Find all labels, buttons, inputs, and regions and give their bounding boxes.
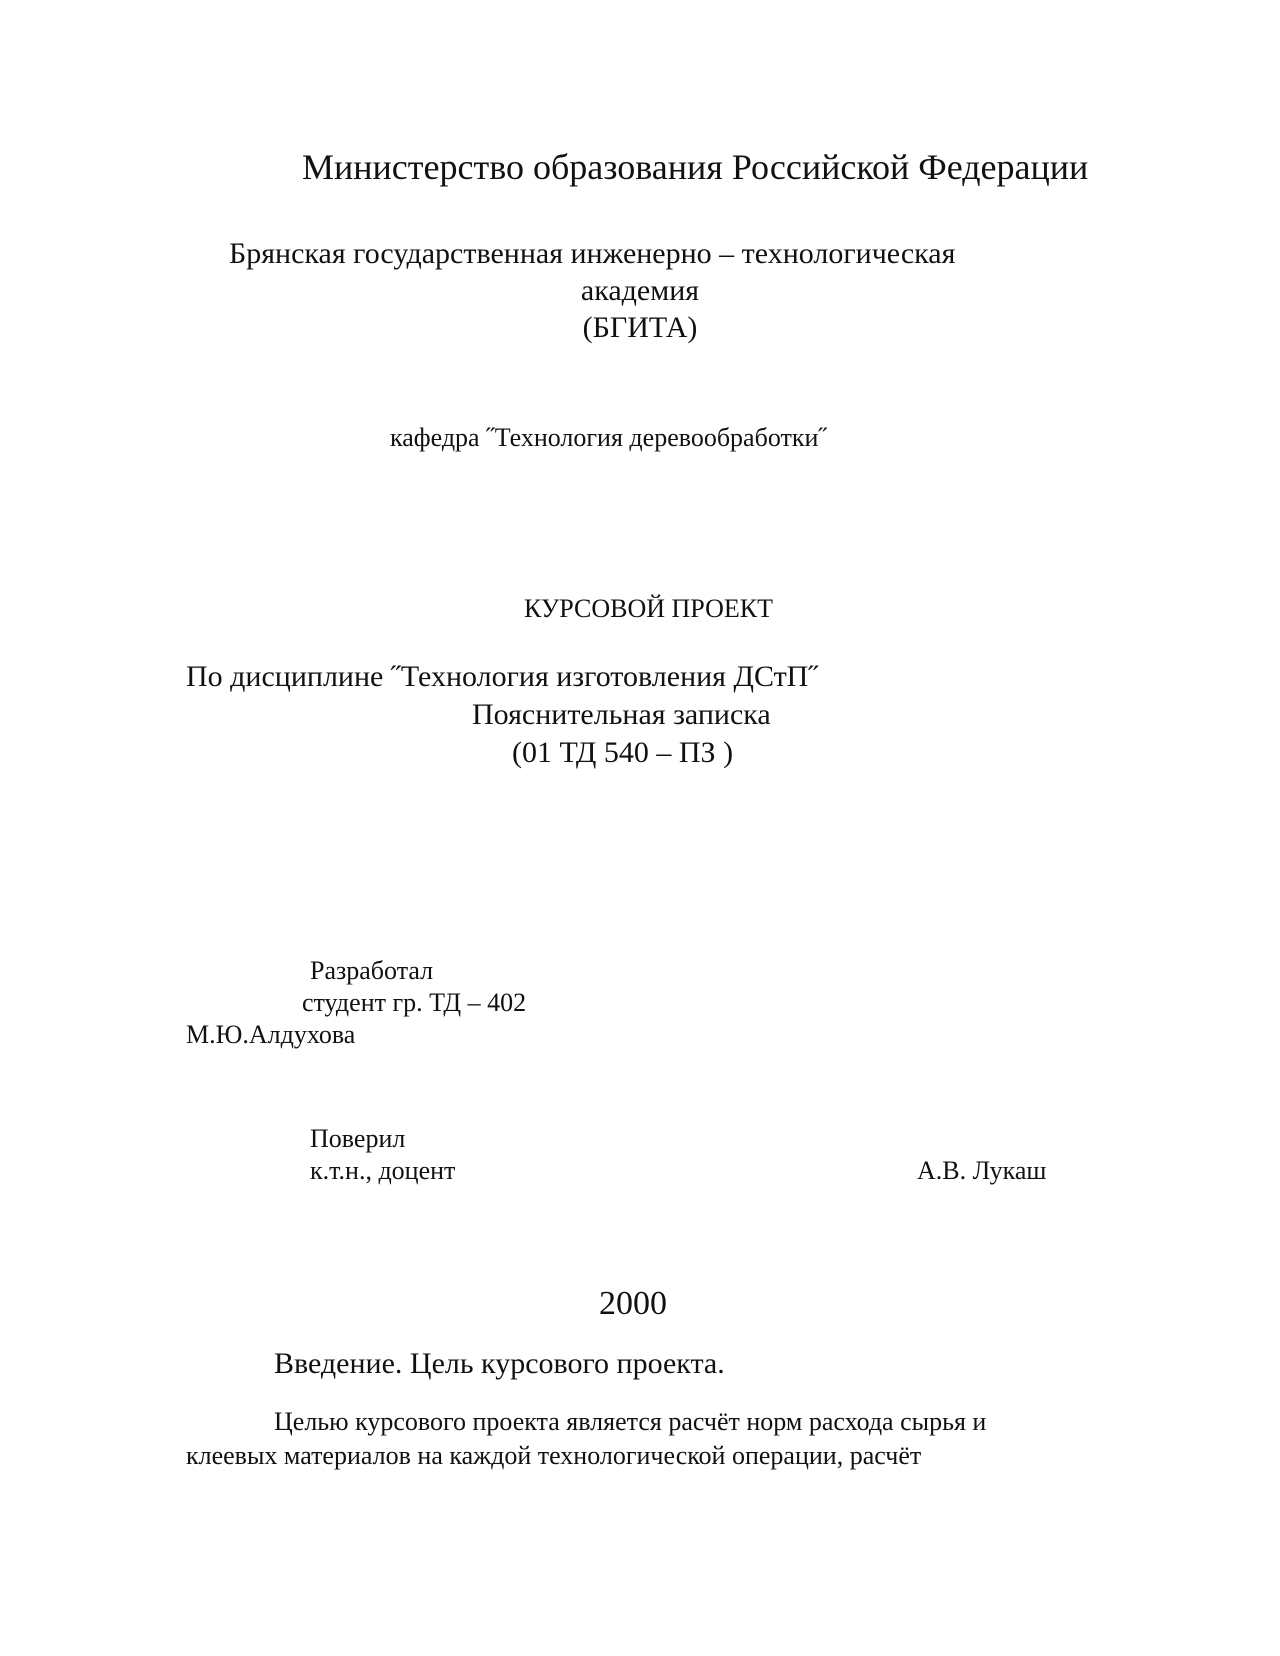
document-type: Пояснительная записка xyxy=(472,698,771,731)
academy-abbreviation: (БГИТА) xyxy=(582,311,698,344)
document-code: (01 ТД 540 – ПЗ ) xyxy=(512,736,734,769)
paragraph-line: клеевых материалов на каждой технологической операции, расчёт xyxy=(186,1441,922,1470)
checker-title: к.т.н., доцент xyxy=(310,1156,456,1185)
academy-name-line1: Брянская государственная инженерно – технологическая xyxy=(229,237,956,270)
checker-name: А.В. Лукаш xyxy=(917,1156,1047,1185)
developer-name: М.Ю.Алдухова xyxy=(186,1020,356,1049)
developer-label: Разработал xyxy=(310,956,434,985)
checker-label: Поверил xyxy=(310,1124,406,1153)
paragraph-line: Целью курсового проекта является расчёт норм расхода сырья и xyxy=(274,1407,987,1436)
developer-group: студент гр. ТД – 402 xyxy=(302,988,527,1017)
ministry-heading: Министерство образования Российской Федерации xyxy=(302,147,1089,187)
discipline-line: По дисциплине ˝Технология изготовления ДСтП˝ xyxy=(186,660,819,693)
project-type: КУРСОВОЙ ПРОЕКТ xyxy=(524,594,773,623)
year: 2000 xyxy=(599,1285,667,1322)
department: кафедра ˝Технология деревообработки˝ xyxy=(390,423,828,452)
introduction-heading: Введение. Цель курсового проекта. xyxy=(274,1347,725,1380)
academy-name-line2: академия xyxy=(580,274,700,307)
